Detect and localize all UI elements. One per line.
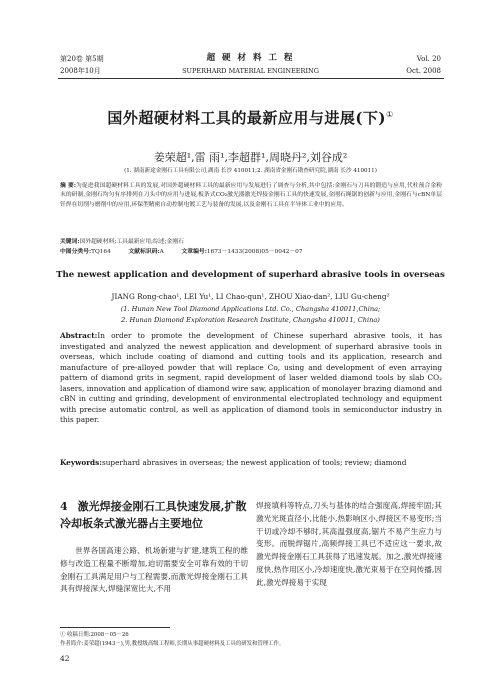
volume-issue: 第20卷 第5期	[60, 55, 104, 63]
keywords-cn-text: 国外超硬材料;工具最新应用;综述;金刚石	[79, 239, 184, 245]
date-en: Oct. 2008	[406, 67, 441, 75]
article-id-label: 文章编号:	[181, 249, 207, 255]
classification-line	[60, 248, 442, 257]
section-number: 4	[60, 500, 68, 513]
doc-code-value: A	[159, 249, 164, 255]
volume-en: Vol. 20	[416, 55, 441, 63]
title-text: 国外超硬材料工具的最新应用与进展(下)	[107, 109, 387, 127]
keywords-cn-label: 关键词:	[60, 239, 80, 245]
title-en: The newest application and development of superhard abrasive tools in overseas	[56, 270, 445, 280]
section-title: 激光焊接金刚石工具快速发展,扩散冷却板条式激光器占主要地位	[60, 500, 247, 530]
title-cn	[0, 107, 501, 128]
footnote-received: ① 收稿日期:2008－05－26	[60, 632, 129, 638]
keywords-en-label: Keywords:	[60, 458, 102, 467]
body-left-column: 世界各国高速公路、机场新建与扩建,建筑工程的维修与改造工程量不断增加,迫切需要安全可靠有效的干切金刚石工具满足用户与工程需要,而激光焊接金刚石工具具有焊接深大,焊缝深宽比大,不用	[60, 546, 248, 594]
abstract-cn-text: 为促进我国超硬材料工具的发展,对国外超硬材料工具的最新应用与发展进行了调查与分析,其中包括:金刚石与刀具的锻造与应用,代柱预合金粉末的研制,金刚石均匀有序排列在刀头中的应用与进展,板条式CO₂激光器激光焊接金刚石工具的快速发展,金刚石绳锯的创新与应用,金刚石与cBN单层钎焊在切削与磨削中的应用,环保型精密自动控制电镀工艺与装备的发展,以及金刚石工具在半导体工业中的应用。	[60, 183, 442, 208]
doc-code-label: 文献标识码:	[128, 249, 160, 255]
affiliations-cn: (1. 湖南新途金刚石工具有限公司,湖南 长沙 410011;2. 湖南省金刚石勘查研究院,湖南 长沙 410011)	[124, 168, 377, 174]
clc-value: TQ164	[91, 249, 111, 255]
abstract-en	[60, 331, 442, 426]
abstract-en-text: In order to promote the development of Chinese superhard abrasive tools, it has investigated and analyzed the newest application and development of superhard abrasive tools in overseas, which include coating of diamond and cutting tools and its application, research and manufacture of pre-alloyed powder that will replace Co, using and development of even arraying pattern of diamond grits in segment, rapid development of laser welded diamond tools by slab CO₂ lasers, innovation and application of diamond wire saw, application of monolayer brazing diamond and cBN in cutting and grinding, development of environmental electroplated technology and equipment with precise automatic control, as well as application of diamond tools in semiconductor industry in this paper.	[60, 331, 442, 424]
header-rule	[58, 78, 444, 79]
affiliation-en-1: (1. Hunan New Tool Diamond Applications Ltd. Co., Changsha 410011,China;	[120, 305, 381, 313]
footnote-author: 作者简介:姜荣超(1943－),男,教授级高级工程师,长期从事超硬材料及工具的研发和管理工作。	[60, 641, 285, 647]
footnote-rule	[60, 627, 170, 628]
keywords-en	[60, 458, 442, 469]
authors-cn: 姜荣超¹,雷 雨¹,李超群¹,周晓丹²,刘谷成²	[153, 151, 348, 164]
keywords-cn	[60, 238, 442, 247]
body-right-column: 焊接填料等特点,刀头与基体的结合强度高,焊接牢固;其激光光斑直径小,比能小,热影响区小,焊接区不易变形;当干切或冷却不够时,其高温强度高,锯片不易产生应力与变形。而脱焊锯片,高频焊接工具已不适应这一要求,故激光焊接金刚石工具获得了迅速发展。加之,激光焊接速度快,热作用区小,冷却速度快,激光束易于在空间传播,因此,激光焊接易于实现	[256, 501, 442, 587]
authors-en: JIANG Rong-chao¹, LEI Yu¹, LI Chao-qun¹, ZHOU Xiao-dan², LIU Gu-cheng²	[111, 292, 390, 301]
abstract-cn-label: 摘 要:	[60, 183, 76, 189]
journal-name-cn: 超 硬 材 料 工 程	[206, 53, 295, 63]
title-footnote-marker: ①	[386, 110, 394, 119]
issue-date: 2008年10月	[60, 67, 101, 75]
keywords-en-text: superhard abrasives in overseas; the newest application of tools; review; diamond	[101, 458, 407, 467]
journal-name-en: SUPERHARD MATERIAL ENGINEERING	[182, 67, 319, 75]
section-heading	[60, 498, 248, 532]
clc-label: 中图分类号:	[60, 249, 92, 255]
page-number: 42	[60, 654, 70, 663]
abstract-cn	[60, 182, 442, 210]
abstract-en-label: Abstract:	[60, 331, 98, 340]
article-id-value: 1673－1433(2008)05－0042－07	[206, 249, 303, 255]
affiliation-en-2: 2. Hunan Diamond Exploration Research Institute, Changsha 410011, China)	[121, 316, 380, 324]
